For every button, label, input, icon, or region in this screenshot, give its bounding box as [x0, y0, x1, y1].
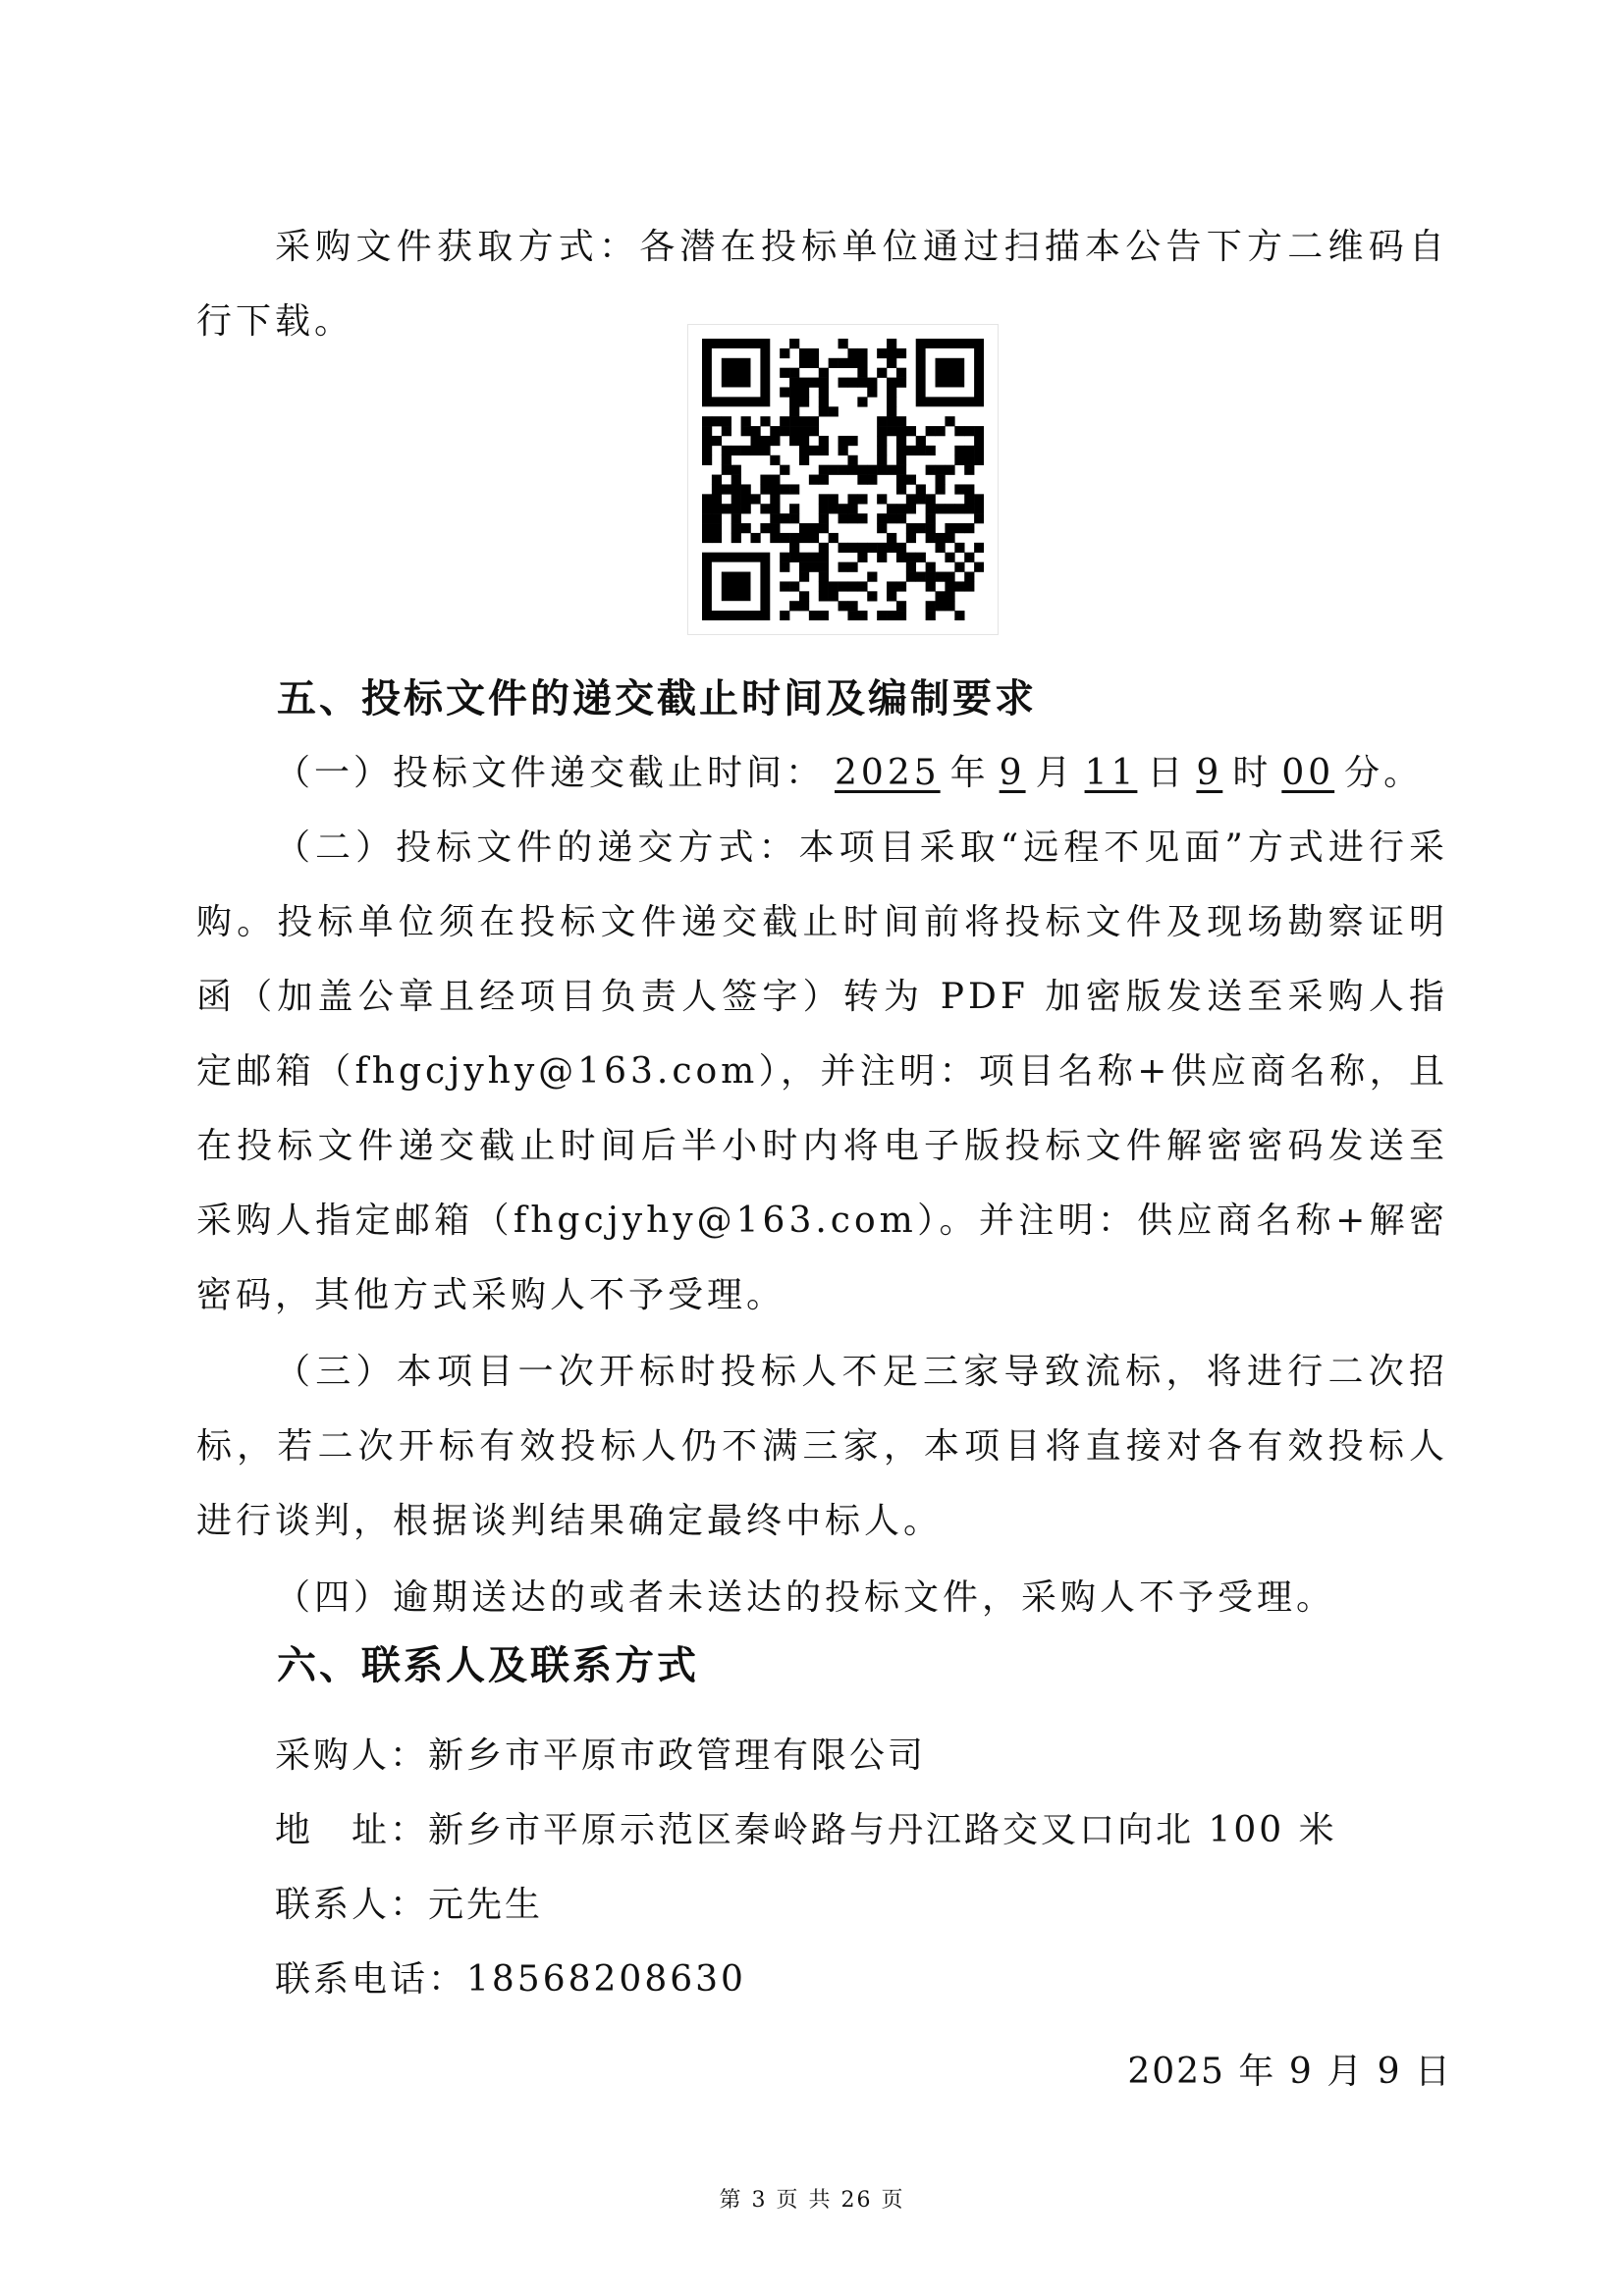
deadline-minute: 00 [1281, 753, 1335, 793]
deadline-day: 11 [1084, 753, 1138, 793]
phone-line: 联系电话：18568208630 [275, 1959, 746, 2000]
deadline-day-unit: 日 [1147, 753, 1187, 793]
submission-method-text: （二）投标文件的递交方式：本项目采取“远程不见面”方式进行采购。投标单位须在投标文件递交截止时间前将投标文件及现场勘察证明函（加盖公章且经项目负责人签字）转为 PDF 加密版发送至采购人指定邮箱（fhgcjyhy@163.com），并注明：项目名称+供应商名称，且在投标文件递交截止时间后半小时内将电子版投标文件解密密码发送至采购人指定邮箱（fhgcjyhy@163.com）。并注明：供应商名称+解密密码，其他方式采购人不予受理。 [196, 828, 1448, 1315]
deadline-month-unit: 月 [1035, 753, 1075, 793]
address-line: 地 址：新乡市平原示范区秦岭路与丹江路交叉口向北 100 米 [275, 1810, 1337, 1850]
deadline-year-unit: 年 [949, 753, 990, 793]
late-submission-paragraph [196, 1561, 1448, 1635]
document-date: 2025 年 9 月 9 日 [1127, 2052, 1452, 2092]
deadline-hour: 9 [1196, 753, 1223, 793]
deadline-hour-unit: 时 [1232, 753, 1272, 793]
qr-code-icon [687, 324, 999, 635]
deadline-month: 9 [999, 753, 1026, 793]
contact-person-line: 联系人：元先生 [275, 1885, 544, 1925]
deadline-label: （一）投标文件递交截止时间： [275, 753, 826, 793]
page-footer: 第 3 页 共 26 页 [719, 2188, 905, 2213]
procurement-file-access-text: 采购文件获取方式：各潜在投标单位通过扫描本公告下方二维码自行下载。 [196, 227, 1448, 342]
deadline-minute-unit: 分。 [1344, 753, 1424, 793]
section-5-heading: 五、投标文件的递交截止时间及编制要求 [277, 676, 1037, 721]
deadline-year: 2025 [835, 753, 941, 793]
deadline-paragraph [275, 736, 1453, 811]
buyer-line: 采购人：新乡市平原市政管理有限公司 [275, 1735, 927, 1776]
qr-code-graphic [702, 339, 984, 620]
rebid-text: （三）本项目一次开标时投标人不足三家导致流标，将进行二次招标，若二次开标有效投标人仍不满三家，本项目将直接对各有效投标人进行谈判，根据谈判结果确定最终中标人。 [196, 1352, 1448, 1541]
section-6-heading: 六、联系人及联系方式 [277, 1643, 699, 1688]
submission-method-paragraph [196, 811, 1448, 1333]
rebid-paragraph [196, 1335, 1448, 1559]
late-submission-text: （四）逾期送达的或者未送达的投标文件，采购人不予受理。 [275, 1577, 1336, 1618]
